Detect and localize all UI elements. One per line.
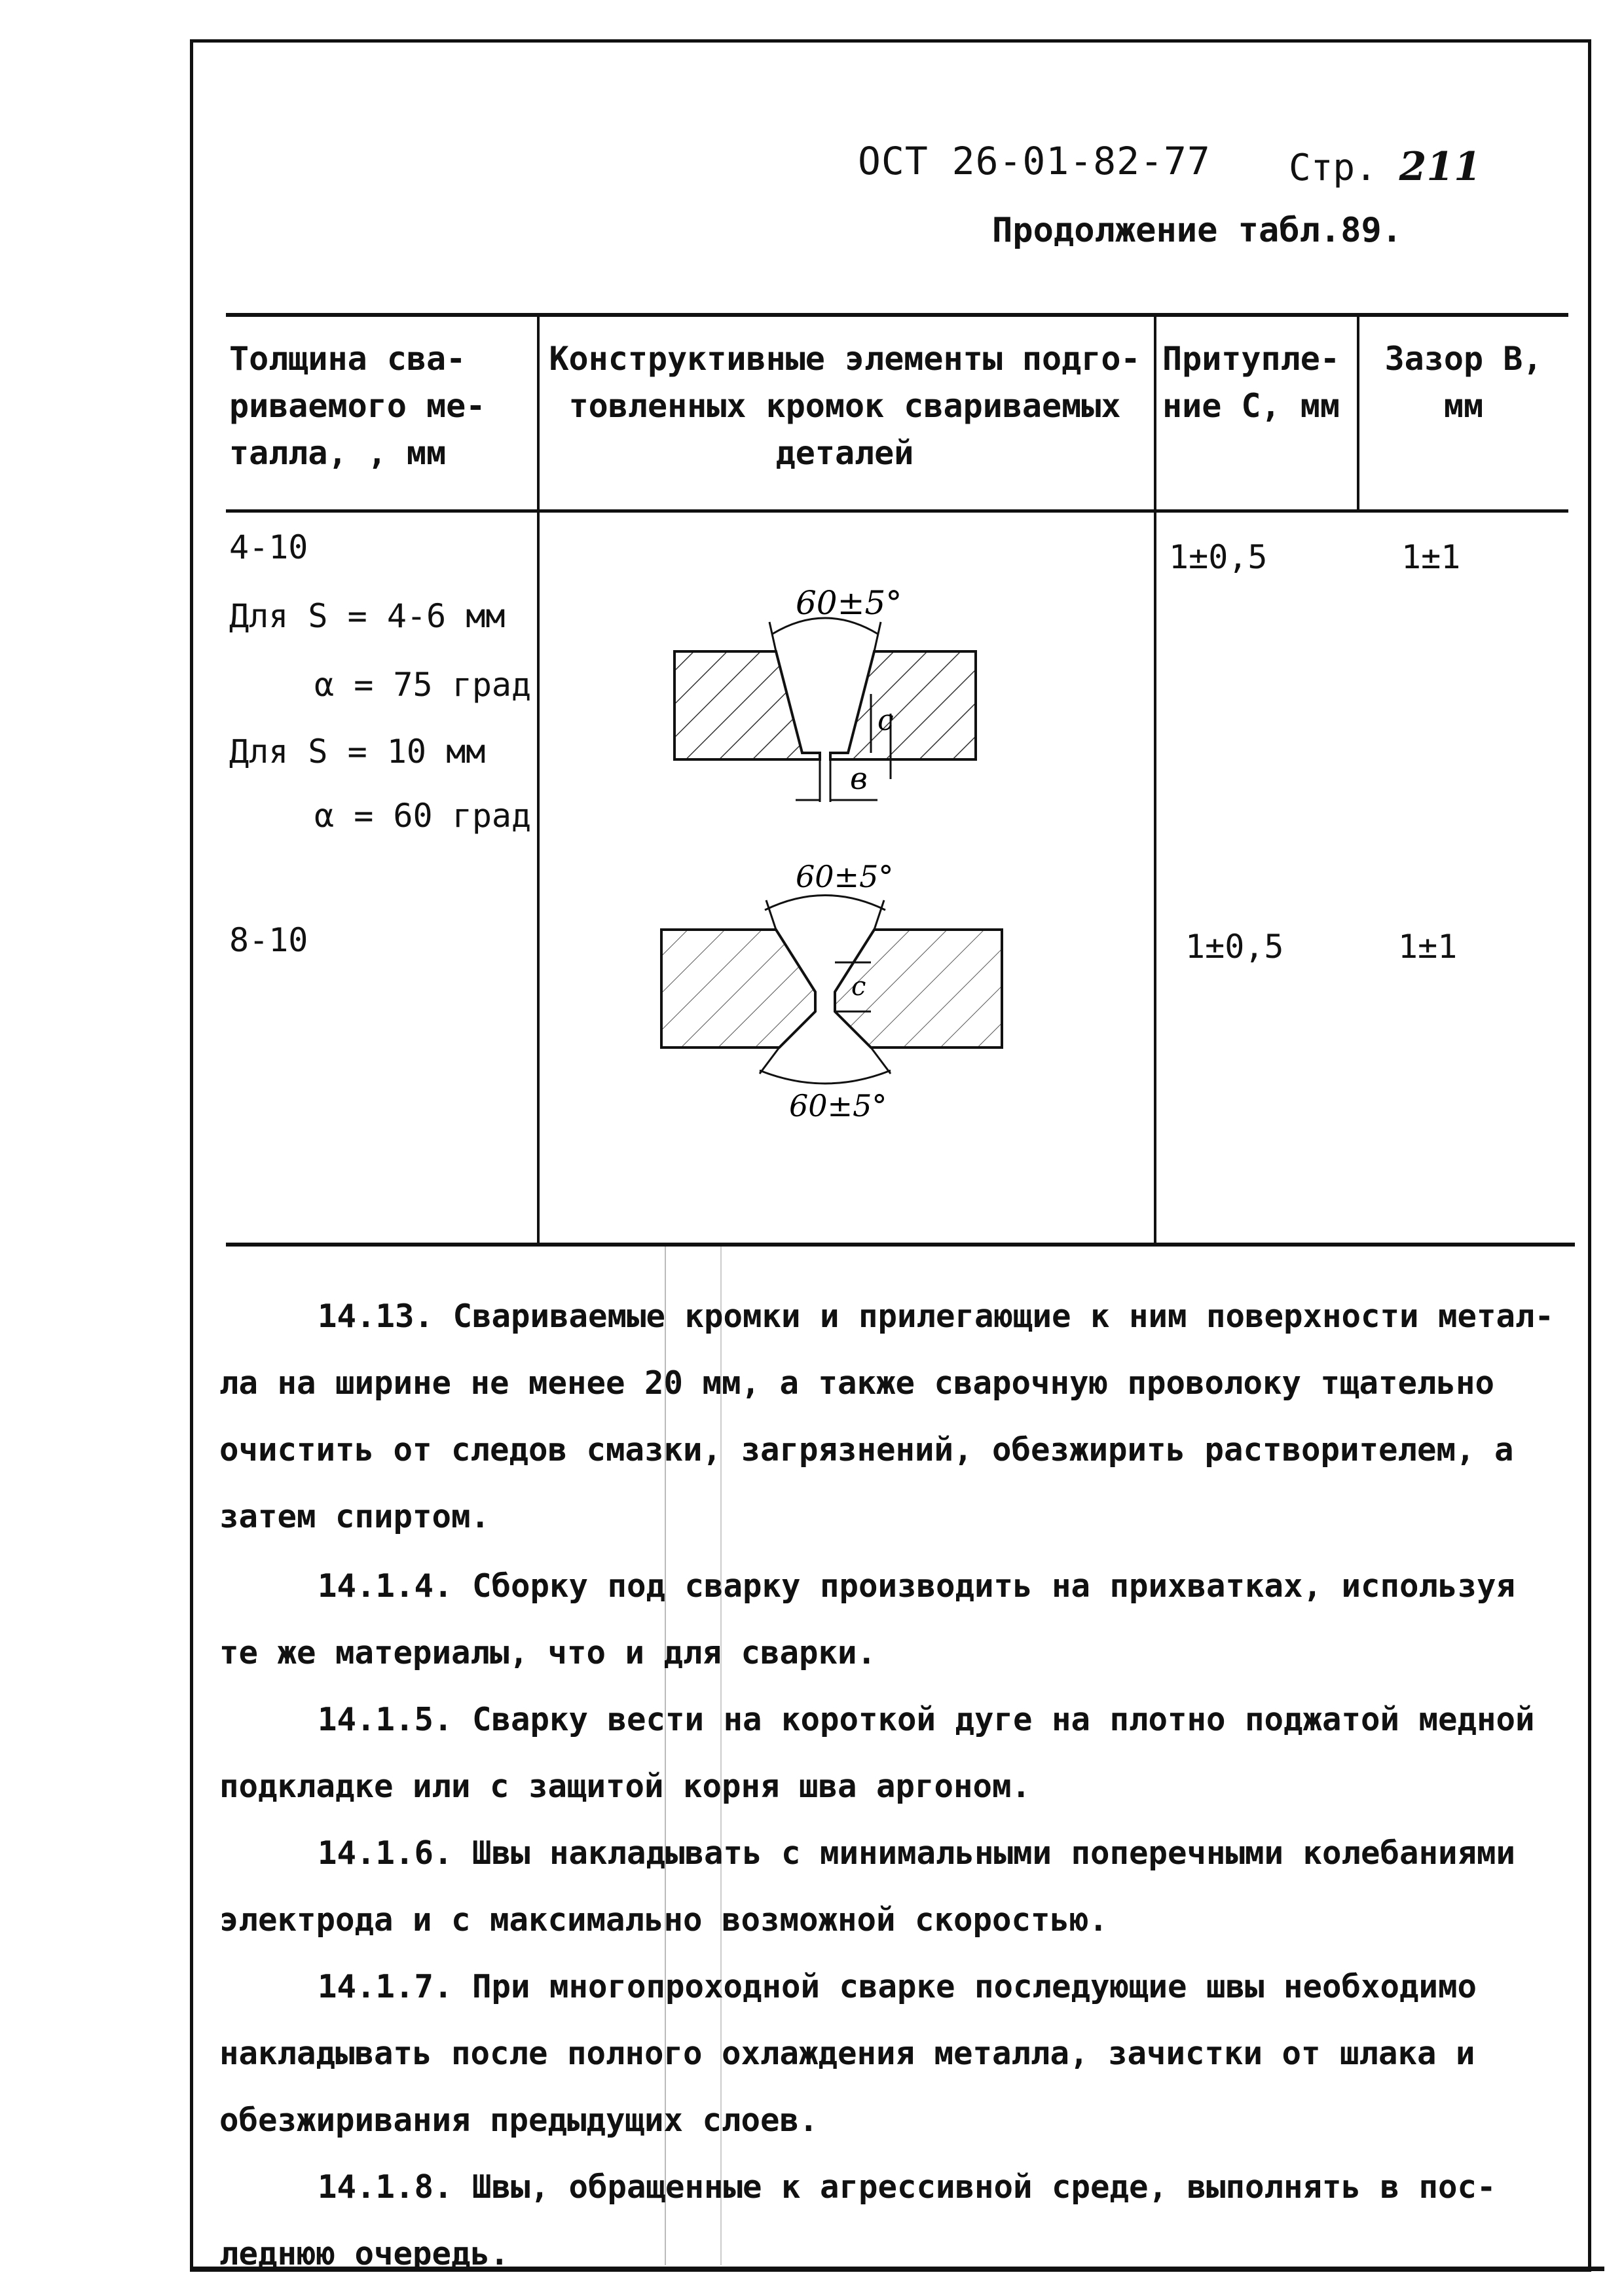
para-line: обезжиривания предыдущих слоев.	[219, 2102, 819, 2139]
para-line: 14.13. Свариваемые кромки и прилегающие к ним поверхности метал-	[318, 1298, 1555, 1335]
para-line: очистить от следов смазки, загрязнений, обезжирить растворителем, а	[219, 1431, 1514, 1468]
table-col-divider	[537, 313, 540, 1246]
page-indicator	[1289, 144, 1481, 190]
header-bluntness: Притупле- ние С, мм	[1162, 340, 1340, 425]
table-continuation-label: Продолжение табл.89.	[992, 211, 1403, 250]
header-thickness: Толщина сва- риваемого ме- талла, , мм	[229, 340, 486, 472]
para-line: накладывать после полного охлаждения металла, зачистки от шлака и	[219, 2035, 1475, 2072]
table-col-divider	[1154, 313, 1156, 1246]
header-elements: Конструктивные элементы подго- товленных кромок свариваемых деталей	[549, 340, 1141, 472]
document-number: ОСТ 26-01-82-77	[858, 139, 1211, 183]
single-v-groove-sketch	[655, 556, 995, 831]
sketch1-c-label: c	[877, 704, 894, 737]
row1-note-2: α = 75 град	[314, 666, 532, 704]
row2-thickness: 8-10	[229, 921, 308, 959]
para-line: 14.1.5. Сварку вести на короткой дуге на плотно поджатой медной	[318, 1701, 1535, 1738]
para-line: затем спиртом.	[219, 1498, 490, 1535]
table-bottom-rule	[226, 1243, 1575, 1247]
paragraph-14-1-8	[219, 2154, 1568, 2287]
paragraph-14-1-5	[219, 1686, 1568, 1820]
para-line: 14.1.8. Швы, обращенные к агрессивной среде, выполнять в пос-	[318, 2168, 1496, 2206]
para-line: электрода и с максимально возможной скоростью.	[219, 1901, 1109, 1939]
sketch2-c-label: c	[851, 972, 866, 1002]
header-gap: Зазор В, мм	[1384, 340, 1543, 425]
table-top-rule	[226, 313, 1568, 317]
sketch2-top-angle-label: 60±5°	[796, 859, 894, 894]
table-header-rule	[226, 509, 1568, 513]
paragraph-14-1-6	[219, 1820, 1568, 1954]
row1-note-3: Для S = 10 мм	[229, 733, 486, 771]
paragraph-14-1-3	[219, 1283, 1568, 1550]
para-line: подкладке или с защитой корня шва аргоном.	[219, 1768, 1031, 1805]
row1-bluntness: 1±0,5	[1169, 538, 1268, 576]
sketch1-angle-label: 60±5°	[796, 584, 902, 622]
para-line: леднюю очередь.	[219, 2235, 509, 2272]
paragraph-14-1-4	[219, 1553, 1568, 1686]
double-v-groove-sketch	[655, 851, 1008, 1126]
para-line: те же материалы, что и для сварки.	[219, 1634, 877, 1671]
row2-bluntness: 1±0,5	[1185, 928, 1284, 966]
page-number: 211	[1399, 144, 1481, 190]
paragraph-14-1-7	[219, 1954, 1568, 2154]
para-line: ла на ширине не менее 20 мм, а также сварочную проволоку тщательно	[219, 1364, 1495, 1402]
page-label: Стр.	[1289, 147, 1377, 189]
para-line: 14.1.6. Швы накладывать с минимальными поперечными колебаниями	[318, 1834, 1516, 1872]
sketch2-bottom-angle-label: 60±5°	[789, 1088, 887, 1123]
para-line: 14.1.7. При многопроходной сварке последующие швы необходимо	[318, 1968, 1477, 2005]
row1-thickness: 4-10	[229, 528, 308, 566]
row1-gap: 1±1	[1401, 538, 1461, 576]
row1-note-1: Для S = 4-6 мм	[229, 597, 506, 635]
row1-note-4: α = 60 град	[314, 797, 532, 835]
para-line: 14.1.4. Сборку под сварку производить на прихватках, используя	[318, 1567, 1516, 1605]
sketch1-b-label: в	[850, 761, 868, 796]
row2-gap: 1±1	[1398, 928, 1458, 966]
table-col-divider	[1357, 313, 1359, 509]
